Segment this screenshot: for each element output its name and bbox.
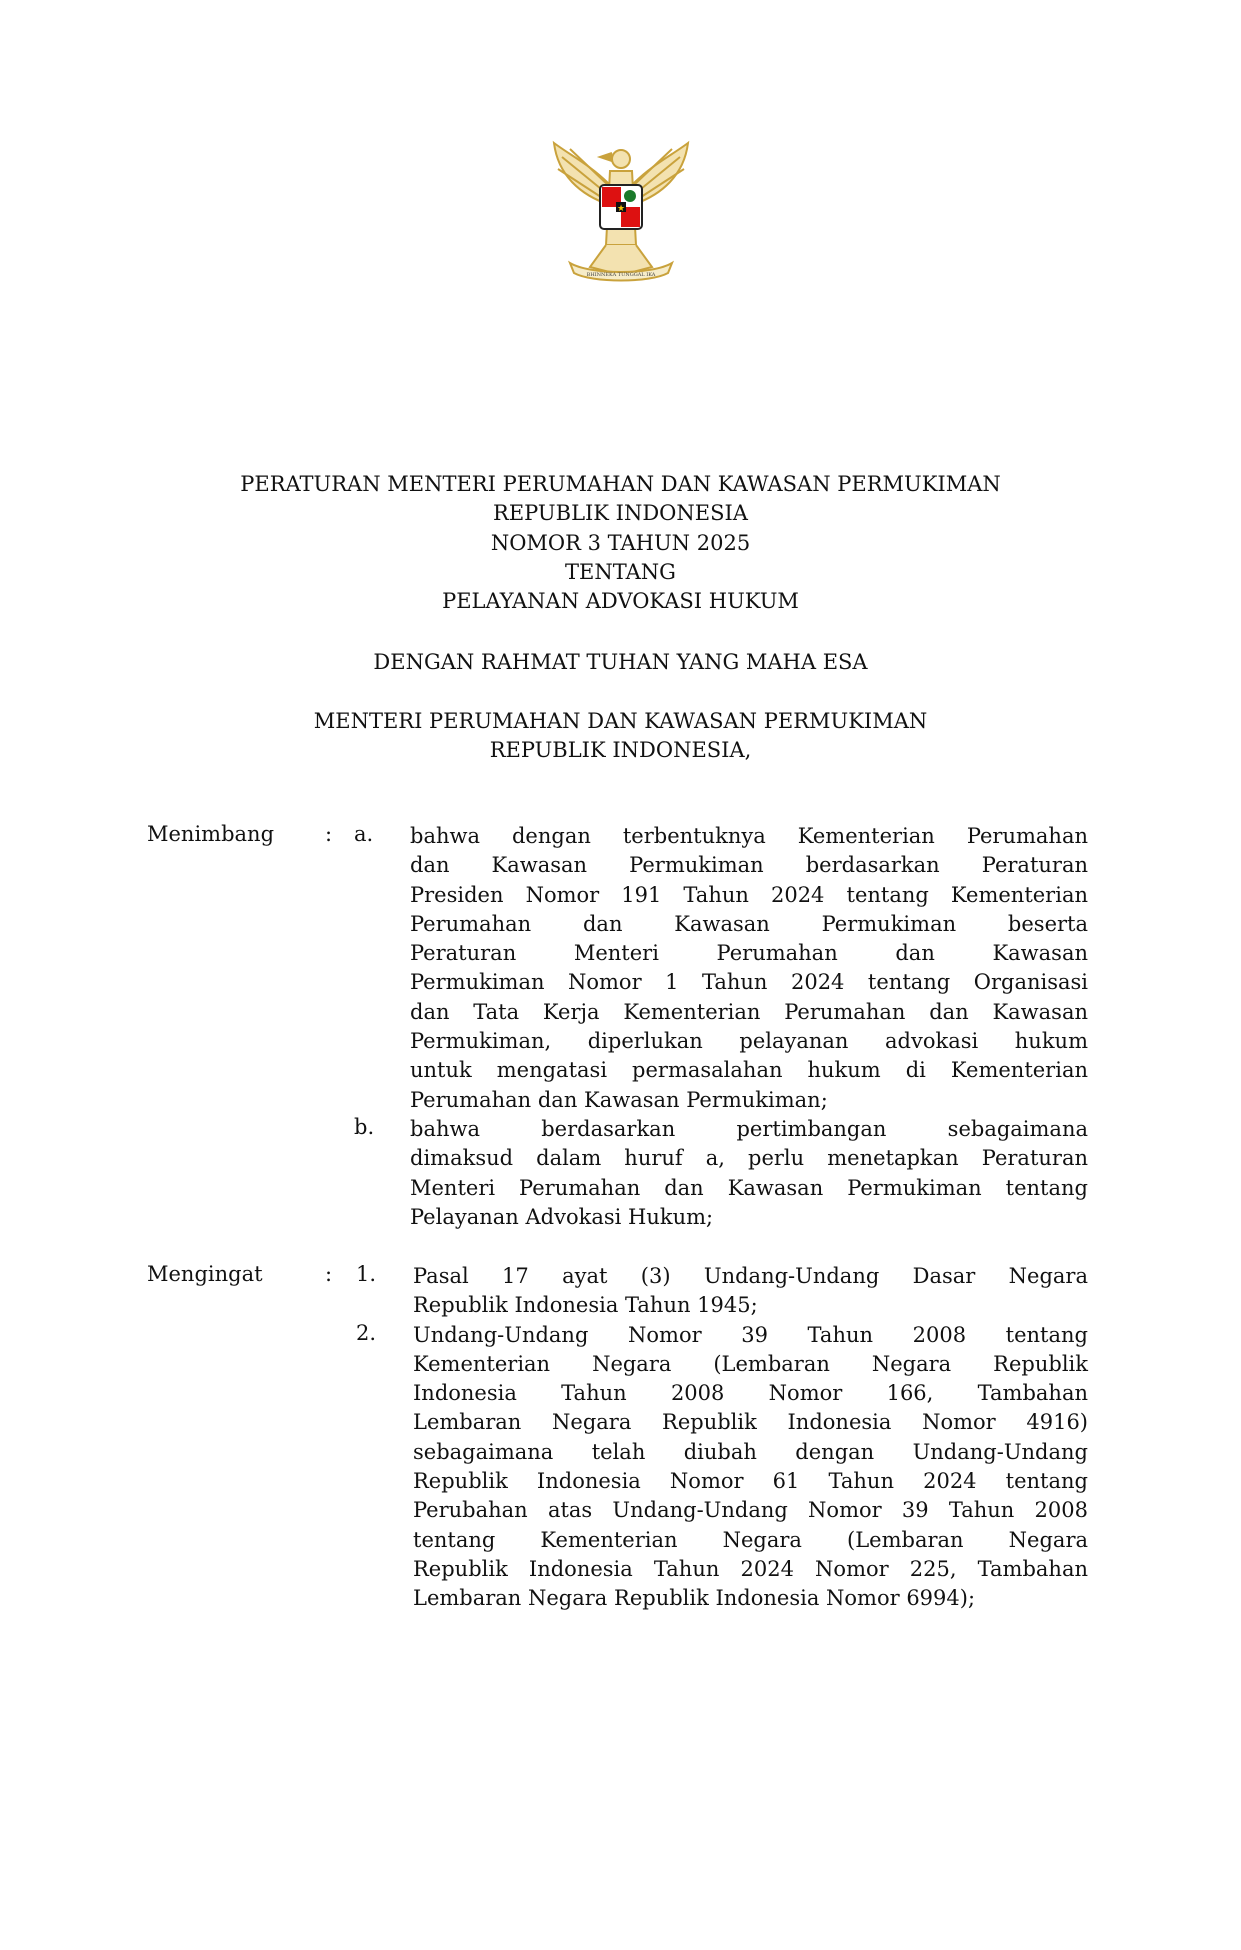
title-subject: PELAYANAN ADVOKASI HUKUM (442, 589, 799, 614)
text-line: Republik Indonesia Nomor 61 Tahun 2024 tentang (413, 1469, 1088, 1494)
text-line: Pelayanan Advokasi Hukum; (410, 1204, 714, 1229)
text-line: Indonesia Tahun 2008 Nomor 166, Tambahan (413, 1381, 1088, 1406)
menimbang-label: Menimbang (147, 822, 275, 846)
title-line: PERATURAN MENTERI PERUMAHAN DAN KAWASAN PERMUKIMAN (240, 472, 1001, 496)
text-line: sebagaimana telah diubah dengan Undang-Undang (413, 1439, 1088, 1464)
item-marker: b. (354, 1115, 375, 1139)
text-line: tentang Kementerian Negara (Lembaran Negara (413, 1527, 1088, 1552)
title-line: TENTANG (565, 559, 676, 584)
mengingat-item (413, 1262, 1088, 1321)
text-line: Lembaran Negara Republik Indonesia Nomor 6994); (413, 1586, 976, 1611)
text-line: untuk mengatasi permasalahan hukum di Kementerian (410, 1058, 1088, 1083)
item-marker: 2. (356, 1320, 377, 1345)
item-marker: a. (354, 822, 374, 846)
text-line: Republik Indonesia Tahun 1945; (413, 1293, 758, 1318)
text-line: Perumahan dan Kawasan Permukiman; (410, 1087, 828, 1112)
text-line: Republik Indonesia Tahun 2024 Nomor 225, Tambahan (413, 1556, 1088, 1581)
garuda-emblem-icon (550, 135, 692, 287)
text-line: dimaksud dalam huruf a, perlu menetapkan Peraturan (410, 1146, 1088, 1171)
text-line: Presiden Nomor 191 Tahun 2024 tentang Kementerian (410, 882, 1088, 907)
text-line: dan Kawasan Permukiman berdasarkan Peraturan (410, 853, 1088, 878)
text-line: bahwa berdasarkan pertimbangan sebagaimana (410, 1117, 1088, 1141)
text-line: Pasal 17 ayat (3) Undang-Undang Dasar Negara (413, 1264, 1088, 1288)
text-line: dan Tata Kerja Kementerian Perumahan dan Kawasan (410, 999, 1088, 1024)
item-marker: 1. (356, 1262, 377, 1286)
authority-line: MENTERI PERUMAHAN DAN KAWASAN PERMUKIMAN (313, 709, 928, 733)
menimbang-item (410, 822, 1088, 1115)
mengingat-label: Mengingat (147, 1262, 263, 1286)
authority-line: REPUBLIK INDONESIA, (489, 738, 752, 763)
text-line: Kementerian Negara (Lembaran Negara Republik (413, 1351, 1088, 1376)
regulation-title (0, 470, 1241, 616)
text-line: Perubahan atas Undang-Undang Nomor 39 Tahun 2008 (413, 1498, 1088, 1523)
colon: : (325, 1262, 333, 1286)
text-line: bahwa dengan terbentuknya Kementerian Perumahan (410, 824, 1088, 848)
colon: : (325, 822, 333, 846)
title-line: REPUBLIK INDONESIA (493, 501, 748, 526)
text-line: Menteri Perumahan dan Kawasan Permukiman tentang (410, 1175, 1088, 1200)
menimbang-item (410, 1115, 1088, 1232)
text-line: Lembaran Negara Republik Indonesia Nomor 4916) (413, 1410, 1088, 1435)
text-line: Undang-Undang Nomor 39 Tahun 2008 tentang (413, 1322, 1088, 1347)
text-line: Perumahan dan Kawasan Permukiman beserta (410, 911, 1088, 936)
motto-ribbon-text: BHINNEKA TUNGGAL IKA (586, 272, 656, 278)
authority (0, 707, 1241, 766)
text-line: Peraturan Menteri Perumahan dan Kawasan (410, 941, 1088, 966)
title-number: NOMOR 3 TAHUN 2025 (490, 530, 751, 555)
text-line: Permukiman, diperlukan pelayanan advokasi hukum (410, 1029, 1088, 1054)
mengingat-item (413, 1321, 1088, 1614)
svg-text:★: ★ (616, 204, 626, 214)
invocation: DENGAN RAHMAT TUHAN YANG MAHA ESA (373, 650, 868, 674)
text-line: Permukiman Nomor 1 Tahun 2024 tentang Organisasi (410, 970, 1088, 995)
